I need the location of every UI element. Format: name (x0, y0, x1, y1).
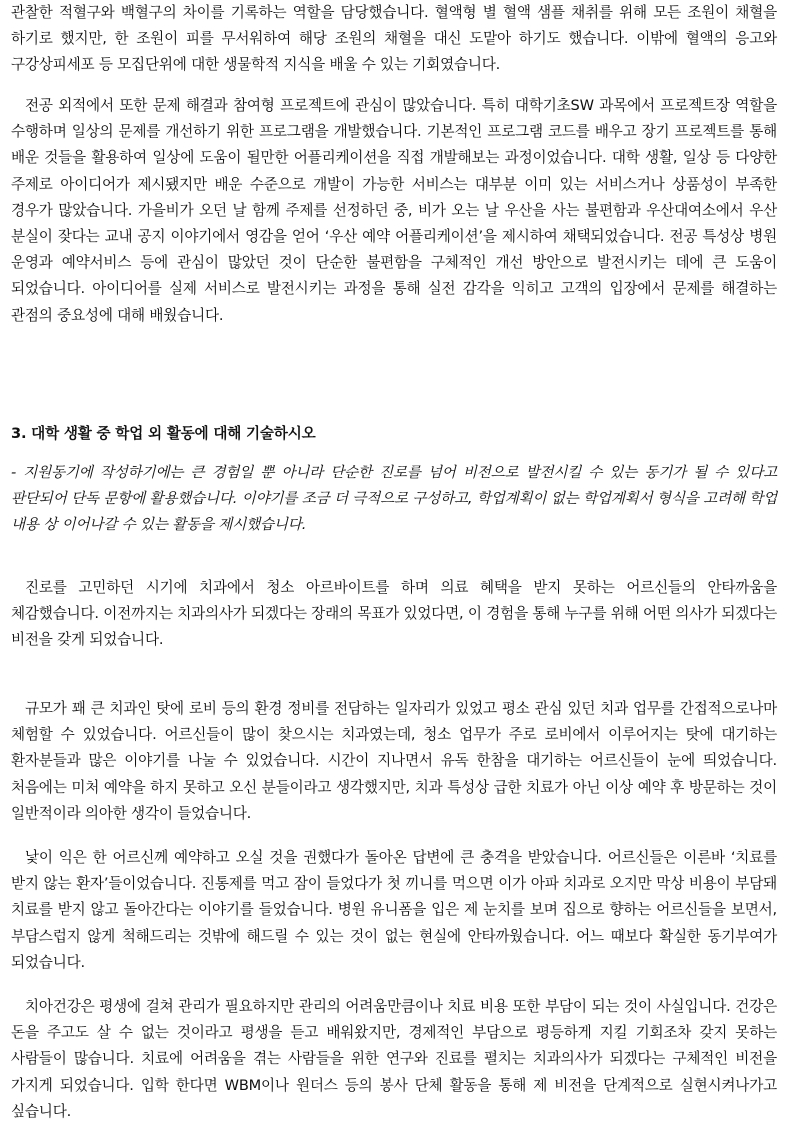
body-paragraph: 관찰한 적혈구와 백혈구의 차이를 기록하는 역할을 담당했습니다. 혈액형 별 혈액 샘플 채취를 위해 모든 조원이 채혈을 하기로 했지만, 한 조원이 피를 무서워하여 해당 조원의 채혈을 대신 도맡아 하기도 했습니다. 이밖에 혈액의 응고와 구강상피세포 등 모집단위에 대한 생물학적 지식을 배울 수 있는 기회였습니다. (11, 4, 777, 74)
section-heading: 3. 대학 생활 중 학업 외 활동에 대해 기술하시오 (11, 425, 316, 442)
editor-note: - 지원동기에 작성하기에는 큰 경험일 뿐 아니라 단순한 진로를 넘어 비전으로 발전시킬 수 있는 동기가 될 수 있다고 판단되어 단독 문항에 활용했습니다. 이야기를 조금 더 극적으로 구성하고, 학업계획이 없는 학업계획서 형식을 고려해 학업 내용 상 이어나갈 수 있는 활동을 제시했습니다. (11, 464, 777, 534)
body-paragraph: 규모가 꽤 큰 치과인 탓에 로비 등의 환경 정비를 전담하는 일자리가 있었고 평소 관심 있던 치과 업무를 간접적으로나마 체험할 수 있었습니다. 어르신들이 많이 찾으시는 치과였는데, 청소 업무가 주로 로비에서 이루어지는 탓에 대기하는 환자분들과 많은 이야기를 나눌 수 있었습니다. 시간이 지나면서 유독 한참을 대기하는 어르신들이 눈에 띄었습니다. 처음에는 미처 예약을 하지 못하고 오신 분들이라고 생각했지만, 치과 특성상 급한 치료가 아닌 이상 예약 후 방문하는 것이 일반적이라 의아한 생각이 들었습니다. (11, 700, 777, 822)
body-paragraph: 치아건강은 평생에 걸쳐 관리가 필요하지만 관리의 어려움만큼이나 치료 비용 또한 부담이 되는 것이 사실입니다. 건강은 돈을 주고도 살 수 없는 것이라고 평생을 듣고 배워왔지만, 경제적인 부담으로 평등하게 지킬 기회조차 갖지 못하는 사람들이 많습니다. 치료에 어려움을 겪는 사람들을 위한 연구와 진료를 펼치는 치과의사가 되겠다는 구체적인 비전을 가지게 되었습니다. 입학 한다면 WBM이나 원더스 등의 봉사 단체 활동을 통해 제 비전을 단계적으로 실현시켜나가고 싶습니다. (11, 998, 777, 1120)
body-paragraph: 전공 외적에서 또한 문제 해결과 참여형 프로젝트에 관심이 많았습니다. 특히 대학기초SW 과목에서 프로젝트장 역할을 수행하며 일상의 문제를 개선하기 위한 프로그램을 개발했습니다. 기본적인 프로그램 코드를 배우고 장기 프로젝트를 통해 배운 것들을 활용하여 일상에 도움이 될만한 어플리케이션을 직접 개발해보는 과정이었습니다. 대학 생활, 일상 등 다양한 주제로 아이디어가 제시됐지만 배운 수준으로 개발이 가능한 서비스는 대부분 이미 있는 서비스거나 상품성이 부족한 경우가 많았습니다. 가을비가 오던 날 함께 주제를 선정하던 중, 비가 오는 날 우산을 사는 불편함과 우산대여소에서 우산 분실이 잦다는 교내 공지 이야기에서 영감을 얻어 ‘우산 예약 어플리케이션’을 제시하여 채택되었습니다. 전공 특성상 병원 운영과 예약서비스 등에 관심이 많았던 것이 단순한 불편함을 구체적인 개선 방안으로 발전시키는 데에 큰 도움이 되었습니다. 아이디어를 실제 서비스로 발전시키는 과정을 통해 실전 감각을 익히고 고객의 입장에서 문제를 해결하는 관점의 중요성에 대해 배웠습니다. (11, 97, 777, 324)
body-paragraph: 진로를 고민하던 시기에 치과에서 청소 아르바이트를 하며 의료 혜택을 받지 못하는 어르신들의 안타까움을 체감했습니다. 이전까지는 치과의사가 되겠다는 장래의 목표가 있었다면, 이 경험을 통해 누구를 위해 어떤 의사가 되겠다는 비전을 갖게 되었습니다. (11, 579, 777, 649)
body-paragraph: 낯이 익은 한 어르신께 예약하고 오실 것을 권했다가 돌아온 답변에 큰 충격을 받았습니다. 어르신들은 이른바 ‘치료를 받지 않는 환자’들이었습니다. 진통제를 먹고 잠이 들었다가 첫 끼니를 먹으면 이가 아파 치과로 오지만 막상 비용이 부담돼 치료를 받지 않고 돌아간다는 이야기를 들었습니다. 병원 유니폼을 입은 제 눈치를 보며 집으로 향하는 어르신들을 보면서, 부담스럽지 않게 척해드리는 것밖에 해드릴 수 있는 것이 없는 현실에 안타까웠습니다. 어느 때보다 확실한 동기부여가 되었습니다. (11, 849, 777, 971)
